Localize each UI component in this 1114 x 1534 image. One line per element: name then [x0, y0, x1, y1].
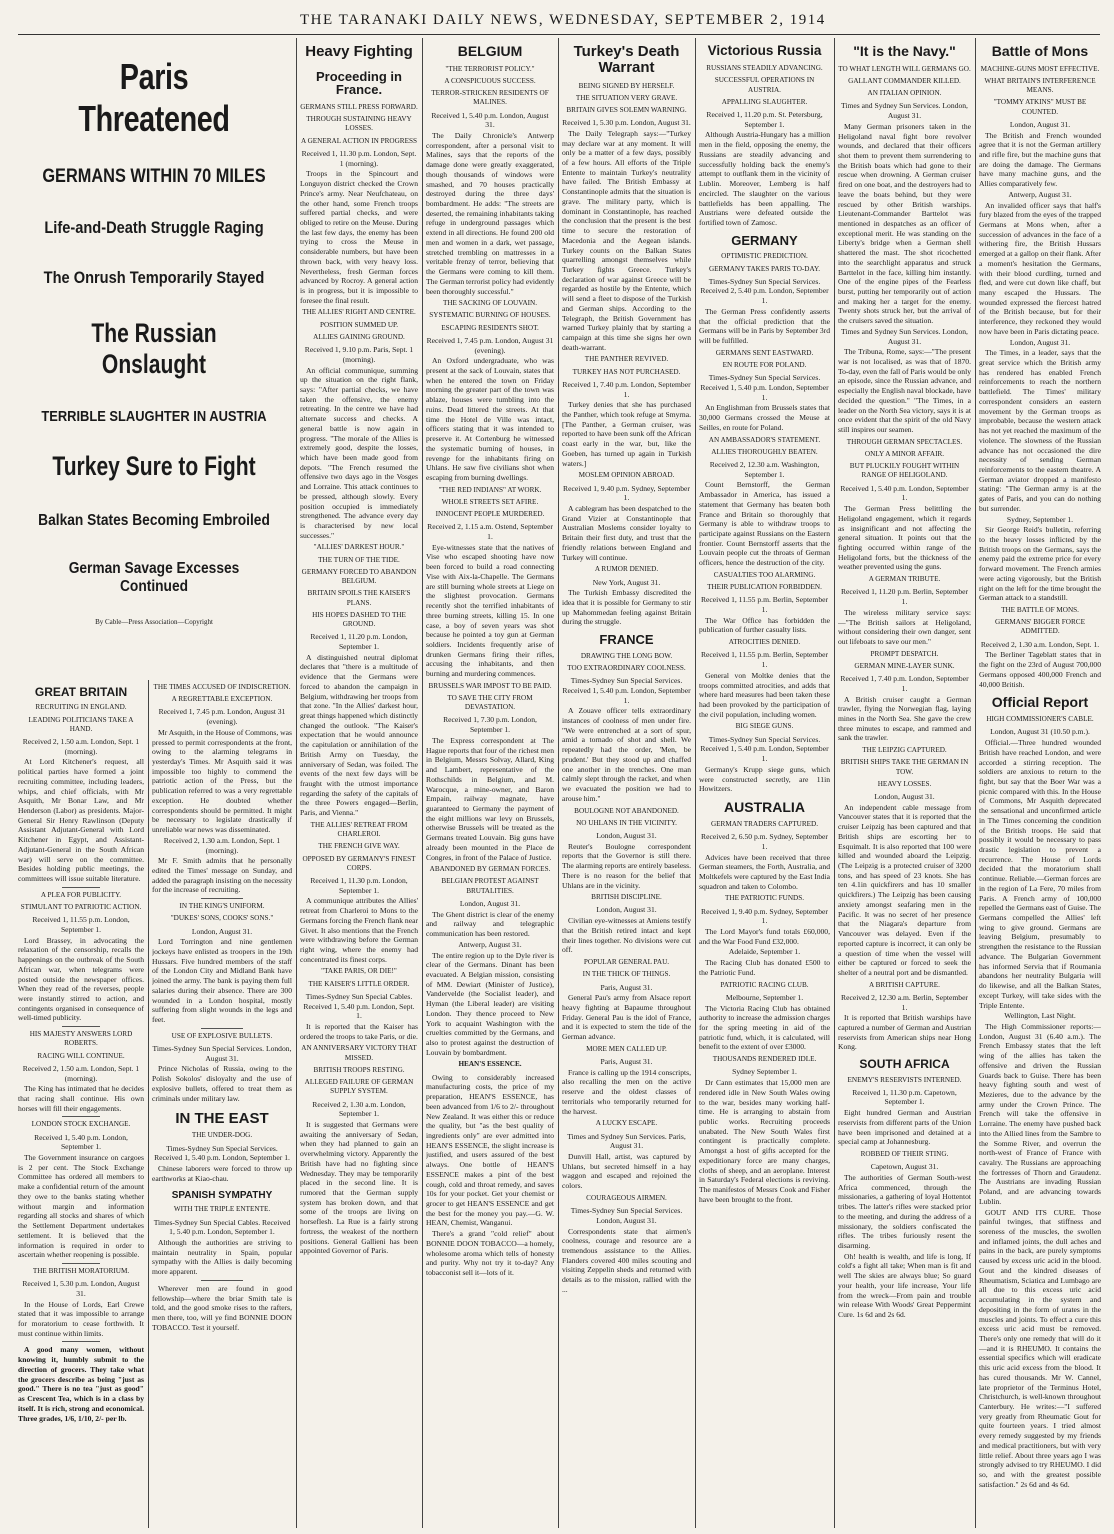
dateline: Received 1, 9.40 p.m. Sydney, September 1.: [701, 906, 828, 926]
dateline: London, August 31.: [596, 830, 657, 840]
subhead: APPALLING SLAUGHTER.: [721, 97, 808, 106]
article-text: In the House of Lords, Earl Crewe stated that it was impossible to arrange for moratorium to cease forthwith. It must continue within limits.: [18, 1299, 144, 1338]
subhead: GERMANS STILL PRESS FORWARD.: [300, 103, 418, 112]
article-text: Dunvill Hall, artist, was captured by Uhlans, but secreted himself in a hay waggon and escaped and rejoined the colors.: [562, 1152, 691, 1191]
subhead: OPTIMISTIC PREDICTION.: [721, 252, 808, 261]
dateline: New York, August 31.: [592, 577, 661, 587]
dateline: Received 1, 5.40 p.m. London, September 1.: [840, 483, 969, 503]
turkey-heading: Turkey's Death: [573, 43, 680, 60]
article-text: The wireless military service says:—"The British sailors at Heligoland, without considering their own danger, sent out lifeboats to save our men.": [838, 607, 971, 646]
dateline: London, August 31.: [874, 792, 935, 801]
subhead: A LUCKY ESCAPE.: [595, 1119, 658, 1128]
dateline: Times and Sydney Sun Services. London, August 31.: [841, 326, 968, 346]
subhead: USE OF EXPLOSIVE BULLETS.: [171, 1031, 273, 1040]
divider: [62, 887, 100, 888]
advertisement-heans-essence: Owing to considerably increased manufacturing costs, the price of my preparation, HEAN'S ESSENCE, has been advanced from 1/6 to 2/- throughout New Zealand. It was either this or reduce the quality, but "as the best quality of ingredients only" are ever admitted into HEAN'S ESSENCE, the slight increase is justified, and users assured of the best always. One bottle of HEAN'S ESSENCE makes a pint of the best cough, cold and throat remedy, and saves 10s for your pocket. Get your chemist or grocer to get HEAN'S ESSENCE and get the best for the money you pay.—G. W. HEAN, Chemist, Wanganui.: [426, 1072, 554, 1228]
great-britain-column: [18, 680, 144, 1528]
advertisement-bonnie-doon: There's a grand "cold relief" about BONNIE DOON TOBACCO—a homely, wholesome aroma which tells of honesty and purity. Why not try it to-day? Any tobacconist sell it—lots of it.: [426, 1229, 554, 1277]
subhead: A REGRETTABLE EXCEPTION.: [171, 695, 273, 704]
column-rule: [296, 38, 297, 1528]
subhead: RACING WILL CONTINUE.: [37, 1051, 125, 1060]
subhead: BRITAIN SPOILS THE KAISER'S PLANS.: [307, 589, 411, 607]
article-text: Civilian eye-witnesses at Amiens testify that the British retired intact and kept their lines together. No divisions were cut off.: [562, 916, 691, 955]
subhead: BOULOGNE NOT ABANDONED.: [574, 806, 679, 815]
subhead: MACHINE-GUNS MOST EFFECTIVE.: [980, 64, 1100, 73]
subhead: ALLEGED FAILURE OF GERMAN SUPPLY SYSTEM.: [304, 1078, 414, 1096]
article-text: Chinese laborers were forced to throw up earthworks at Kiao-chau.: [152, 1164, 292, 1183]
article-text: Dr Cann estimates that 15,000 men are rendered idle in New South Wales owing to the war, besides many working half-time. He is arranging to abstain from public works. Recruiting proceeds unabated. The New South Wales first contingent is practically complete. Amongst a host of gifts accepted for the expeditionary force are many charges, cloths of sheep, and an aeroplane. Interest in Saturday's Federal elections is reviving. The manifestos of Messrs Cook and Fisher have been brought to the front.: [699, 1078, 830, 1204]
advertisement-woods-peppermint: Oh! health is wealth, and life is long, If cold's a fight all take; When man is fit and well The skies are always blue; So guard your health, your life increase, Your life from the wreck—From pain and trouble win release With Woods' Great Peppermint Cure. 1s 6d and 2s 6d.: [838, 1251, 971, 1320]
subhead: ONLY A MINOR AFFAIR.: [864, 450, 945, 458]
subhead: THE BATTLE OF MONS.: [1001, 606, 1079, 614]
dateline: Received 1, 5.40 p.m. London, August 31.: [431, 110, 549, 130]
article-text: An invalided officer says that half's fury blazed from the eyes of the trapped Germans at Mons when, after a succession of advances in the face of a withering fire, the British Hussars emerged at a gallop on their flank. After a moment's hesitation the Germans, with their blood curdling, turned and fled, and were cut down like chaff, but many escaped the Hussars. The wounded expressed the fiercest hatred of the British because, but for their interference, they reckoned they would now have been in Paris dictating peace.: [979, 200, 1101, 336]
article-text: An Englishman from Brussels states that 30,000 Germans crossed the Meuse at Seilles, en route for Poland.: [699, 403, 830, 432]
dateline: Received 1, 9.40 p.m. Sydney, September 1.: [563, 483, 690, 503]
subhead: TERROR-STRICKEN RESIDENTS OF MALINES.: [431, 89, 549, 107]
dateline: Melbourne, September 1.: [725, 992, 804, 1002]
subhead: THE SACKING OF LOUVAIN.: [442, 299, 538, 308]
subhead: WHOLE STREETS SET AFIRE.: [441, 497, 539, 506]
divider: [201, 898, 243, 899]
dateline: Received 1, 7.45 p.m. London, August 31 (evening).: [158, 707, 286, 727]
subhead: GERMANY TAKES PARIS TO-DAY.: [708, 264, 821, 273]
article-text: A distinguished neutral diplomat declares that "there is a multitude of evidence that the Germans were forced to abandon the campaign in Belgium, withdrawing her troops from that zone. "In the Allies' darkest hour, great things happened which distinctly changed the outlook. "The Kaiser's expectation that he would announce the capitulation or annihilation of the British Army on Tuesday, the anniversary of Sedan, was foiled. The events of the next few days will be fraught with the utmost importance regarding the safety of the capitals of the three Powers engaged—Berlin, Paris, and Vienna.": [300, 652, 418, 818]
advertisement-bonnie-doon: Wherever men are found in good fellowship—where the briar Smith tale is told, and the good smoke rises to the rafters, men there, too, will ye find BONNIE DOON TOBACCO. Test it yourself.: [152, 1283, 292, 1332]
article-text: A British cruiser caught a German trawler, flying the Norwegian flag, laying mines in the North Sea. She gave the crew three minutes to escape, and rammed and sank the trawler.: [838, 694, 971, 743]
article-text: Mr F. Smith admits that he personally edited the Times' message on Sunday, and added the paragraph insisting on the necessity for the increase of recruiting.: [152, 856, 292, 895]
article-text: Mr Asquith, in the House of Commons, was pressed to permit correspondents at the front, owing to the alarming telegrams in yesterday's Times. Mr Asquith said it was impossible too highly to commend the patriotic action of the Press, but the publication referred to was a very regrettable exception. He doubted whether correspondents should be permitted. It might be necessary to legislate drastically if unreliable war news was disseminated.: [152, 727, 292, 835]
subhead: "THE RED INDIANS" AT WORK.: [438, 485, 542, 494]
article-text: The Tribuna, Rome, says:—"The present war is not localised, as was that of 1870. To-day, even the fall of Paris would be only an episode, since the Russian advance, and especially the English naval blockade, have decided the question." "The Times, in a leader on the North Sea victory, says it is at once evident that the spirit of the old Navy still inspires our seamen.: [838, 347, 971, 435]
subhead: HIGH COMMISSIONER'S CABLE.: [986, 715, 1094, 724]
article-text: The German Press confidently asserts that the official prediction that the Germans will be in Paris by September 3rd will be fulfilled.: [699, 306, 830, 346]
dateline: London, August 31.: [1009, 337, 1071, 347]
subhead: THOUSANDS RENDERED IDLE.: [712, 1055, 817, 1064]
article-text: The Government insurance on cargoes is 2 per cent. The Stock Exchange Committee has ordered all members to make a confidential return of the amount they owe to the banks stating whether without margin and information regarding all stocks and shares of which the Settlement Department undertakes settlement. It is believed that the information is required in order to ascertain whether reopening is possible.: [18, 1153, 144, 1260]
column-rule: [695, 38, 696, 1528]
official-report-heading: Official Report: [991, 694, 1089, 711]
dateline: Capetown, August 31.: [870, 1162, 939, 1172]
article-text: Correspondents state that airmen's coolness, courage and resource are a tremendous assistance to the Allies. Flanders covered 400 miles scouting and visiting Zeppelin sheds and returned with details as to the mission, rallied with the ...: [562, 1226, 691, 1294]
subhead: GERMANS' BIGGER FORCE ADMITTED.: [995, 618, 1085, 636]
article-text: Germany's Krupp siege guns, which were constructed secretly, are 11in Howitzers.: [699, 764, 830, 794]
subhead: TO WHAT LENGTH WILL GERMANS GO.: [838, 64, 971, 73]
subhead: A GERMAN TRIBUTE.: [868, 575, 941, 584]
article-text: Turkey denies that she has purchased the Panther, which took refuge at Smyrna. [The Panther, a German cruiser, was reported to have been sunk off the African coast early in the war, but, like the Goeben, has turned up again in Turkish waters.]: [562, 400, 691, 468]
masthead: THE TARANAKI DAILY NEWS, WEDNESDAY, SEPTEMBER 2, 1914: [300, 12, 826, 28]
article-text: The King has intimated that he decides that racing shall continue. His own horses will fill their engagements.: [18, 1084, 144, 1113]
article-text: The entire region up to the Dyle river is clear of the Germans. Dinant has been evacuated. A Belgian mission, consisting of MM. Dewiart (Minister of Justice), Vandervelde (the Socialist leader), and Hyman (the Liberal leader) are visiting London. They thence proceed to New York to acquaint Washington with the cruelties committed by the Germans, and also to protest against the destruction of Louvain by bombardment.: [426, 950, 554, 1057]
subhead: WHAT BRITAIN'S INTERFERENCE MEANS.: [984, 76, 1096, 95]
column-rule: [975, 38, 976, 1528]
dateline: Received 1, 11.30 p.m. London, Sept. 1 (morning).: [301, 148, 417, 168]
subhead: BRUSSELS WAR IMPOST TO BE PAID.: [428, 681, 552, 690]
subhead: AN ANNIVERSARY VICTORY THAT MISSED.: [301, 1044, 417, 1062]
dateline: Times and Sydney Sun Services. Paris, August 31.: [567, 1131, 686, 1151]
dateline: Received 1, 11.30 p.m. Capetown, September 1.: [852, 1087, 957, 1107]
article-text: It is reported that British warships have captured a number of German and Austrian reservists from American ships near Hong Kong.: [838, 1013, 971, 1052]
dateline: Received 1, 7.40 p.m. London, September 1.: [840, 674, 969, 693]
article-text: General von Moltke denies that the troops committed atrocities, and adds that where hard measures had been taken these had been provoked by the participation of the civil population, including women.: [699, 670, 830, 719]
article-text: It is reported that the Kaiser has ordered the troops to take Paris, or die.: [300, 1022, 418, 1041]
article-text: Advices have been received that three German steamers, the Forth, Australia, and Moltkefels were captured by the East India squadron and taken to Colombo.: [699, 852, 830, 891]
lead-deck-1: GERMANS WITHIN 70 MILES: [42, 166, 266, 187]
article-text: A communique attributes the Allies' retreat from Charleroi to Mons to the Germans forcing the French flank near Givet. It also mentions that the French were withdrawing before the German right wing, where the enemy had concentrated its finest corps.: [300, 896, 418, 964]
russia-column: [699, 38, 830, 1528]
subhead: THROUGH GERMAN SPECTACLES.: [846, 437, 963, 446]
subhead: BRITAIN GIVES SOLEMN WARNING.: [566, 105, 687, 114]
subhead: GERMANS SENT EASTWARD.: [715, 348, 814, 357]
subhead: COURAGEOUS AIRMEN.: [586, 1193, 667, 1202]
dateline: Received 1, 11.55 p.m. Berlin, September 1.: [700, 595, 829, 615]
subhead: AN AMBASSADOR'S STATEMENT.: [708, 435, 821, 444]
subhead: ALLIES GAINING GROUND.: [313, 332, 405, 341]
article-text: Official.—Three hundred wounded British have reached London, and were accorded a stirring reception. The soldiers are anxious to return to the fight, but say that the Boer War was a picnic compared with this. In the House of Commons, Mr Asquith deprecated the sensational and unconfirmed article in The Times concerning the condition of the British troops. He said that possibly it would be necessary to pass drastic legislation to prevent a recurrence. The House of Lords decided that the moratorium shall continue. Reliable.—German forces are in the region of La Fere, 70 miles from Paris. A French army of 100,000 repelled the Germans east of Guise. The Germans compelled the Allies' left wing to give ground. Germans are leaving Belgium, presumably to strengthen the resistance to the Russian advance. The Bulgarian Government has informed Servia that if Roumania abandons her neutrality Bulgaria will do likewise, and all the Balkan States, except Turkey, will take sides with the Triple Entente.: [979, 738, 1101, 1010]
lead-headline-block: [18, 50, 290, 630]
subhead: LEADING POLITICIANS TAKE A HAND.: [28, 715, 134, 733]
dateline: Times-Sydney Sun Special Services. Received 2, 5.40 p.m. London, September 1.: [700, 276, 829, 306]
heavy-fighting-heading: Heavy Fighting: [305, 43, 413, 60]
lead-deck-3: The Onrush Temporarily Stayed: [43, 268, 265, 287]
lead-credit: By Cable—Press Association—Copyright: [95, 618, 213, 626]
subhead: THE TURN OF THE TIDE.: [318, 555, 400, 564]
dateline: London, August 31.: [596, 905, 657, 915]
subhead: SUCCESSFUL OPERATIONS IN AUSTRIA.: [714, 76, 815, 94]
article-text: An Oxford undergraduate, who was present at the sack of Louvain, states that when he entered the town on Friday morning the greater part of the town was ablaze, houses were tumbling into the ruins. Dead littered the streets. At that time the Hotel de Ville was intact, officers stating that it was intended to preserve it. At Cortenburg he witnessed the systematic burning of houses, in revenge for the inhabitants firing on Uhlans. He saw five civilians shot when escaping from burning dwellings.: [426, 356, 554, 482]
dateline: Received 1, 5.30 p.m. London, August 31.: [562, 118, 691, 128]
subhead: TURKEY HAS NOT PURCHASED.: [572, 367, 681, 376]
dateline: Received 2, 1.30 a.m. London, September 1.: [312, 1099, 406, 1119]
subhead: A RUMOR DENIED.: [594, 565, 659, 574]
subhead: IN THE KING'S UNIFORM.: [179, 902, 265, 911]
subhead: BEING SIGNED BY HERSELF.: [578, 81, 675, 90]
dateline: Times-Sydney Sun Special Cables. Received 1, 5.40 p.m. London, September 1.: [153, 1217, 291, 1237]
article-text: Although Austria-Hungary has a million men in the field, opposing the enemy, the Russians are steadily advancing and successfully holding back the enemy's attempt to outflank them in the vicinity of Lublin. Moreover, Lemberg is half encircled. The slaughter on the various battlefields has been appalling. The Austrians were defeated outside the fortified town of Zamosc.: [699, 130, 830, 227]
subhead: TOO EXTRAORDINARY COOLNESS.: [567, 663, 686, 672]
article-text: Although the authorities are striving to maintain neutrality in Spain, popular sympathy with the Allies is daily becoming more apparent.: [152, 1237, 292, 1277]
article-text: A cablegram has been despatched to the Grand Vizier at Constantinople that Australian Moslems consider loyalty to Britain their first duty, and trust that the friendly relations between England and Turkey will continue.: [562, 503, 691, 562]
subhead: HEAVY LOSSES.: [877, 779, 932, 788]
subhead: "TAKE PARIS, OR DIE!": [321, 967, 397, 976]
dateline: Received 2, 1.30 a.m. London, Sept. 1.: [980, 639, 1100, 649]
subhead: DRAWING THE LONG BOW.: [580, 651, 673, 660]
article-text: The Daily Telegraph says:—"Turkey may declare war at any moment. It will only be a matter of a few days, possibly of a few hours. All efforts of the Triple Entente to maintain Turkey's neutrality have failed. The British Embassy at Constantinople admits that the situation is grave. The military party, which is dominant in Constantinople, has reached the conclusion that the present is the best time to secure the restoration of Macedonia and the Aegean islands. Turkey counts on the Balkan States quarrelling amongst themselves while Turkey fights Greece. Turkey's declaration of war against Greece will be regarded as hostile by the Entente, which will send a fleet to dispose of the Turkish and German ships. According to the Telegraph, the British Government has warned Turkey plainly that by starting a campaign at this time she signs her own death-warrant.: [562, 128, 691, 352]
dateline: Received 1, 7.30 p.m. London, September 1.: [443, 715, 537, 735]
dateline: Received 1, 7.40 p.m. London, September 1.: [562, 379, 691, 399]
dateline: Received 1, 5.30 p.m. London, August 31.: [22, 1279, 140, 1298]
subhead: GERMAN MINE-LAYER SUNK.: [854, 661, 955, 670]
dateline: Times-Sydney Sun Special Services. Received 1, 5.40 p.m. London, September 1.: [562, 676, 691, 705]
subhead: THE ALLIES' RETREAT FROM CHARLEROI.: [310, 820, 408, 839]
subhead: OPPOSED BY GERMANY'S FINEST CORPS.: [302, 854, 416, 872]
column-rule: [148, 680, 149, 1528]
subhead: BIG SIEGE GUNS.: [735, 722, 794, 731]
masthead-rule: [18, 34, 1100, 35]
divider: [201, 1280, 243, 1281]
subhead: SYSTEMATIC BURNING OF HOUSES.: [429, 311, 551, 320]
subhead: THE FRENCH GIVE WAY.: [318, 842, 400, 851]
subhead: ALLIES THOROUGHLY BEATEN.: [711, 447, 818, 456]
lead-deck-2: Life-and-Death Struggle Raging: [44, 218, 264, 237]
article-text: The War Office has forbidden the publication of further casualty lists.: [699, 615, 830, 635]
subhead: STIMULANT TO PATRIOTIC ACTION.: [20, 903, 142, 912]
lead-deck-7: Balkan States Becoming Embroiled: [38, 512, 270, 529]
subhead: A GENERAL ACTION IN PROGRESS: [301, 136, 417, 145]
article-text: Many German prisoners taken in the Heligoland naval fight bore revolver wounds, and declared that their officers shot them to prevent them surrendering to the British boats which had gone to their rescue when drowning. A German cruiser fired on one boat, and the destroyers had to leave the boats behind, but they were rescued by other British warships. Lieutenant-Commander Barttelot was mentioned in despatches as an officer of exceptional merit. He was standing on the Liberty's bridge when a German shell shattered the mast. The shot ricochetted into the searchlight apparatus and struck Barttelot in the face, killing him instantly. One of the engine pipes of the Fearless burst, putting her temporarily out of action and making her a target for the enemy. Twenty shots struck her, but the arrival of the cruisers saved the situation.: [838, 121, 971, 326]
dateline: Received 2, 12.30 a.m. Washington, September 1.: [709, 459, 820, 479]
subhead: "ALLIES' DARKEST HOUR.": [313, 543, 405, 552]
belgium-column: [426, 38, 554, 1528]
subhead: PROMPT DESPATCH.: [870, 649, 939, 658]
subhead: IN THE THICK OF THINGS.: [582, 970, 671, 979]
subhead: INNOCENT PEOPLE MURDERED.: [435, 510, 545, 519]
dateline: Received 2, 1.50 a.m. London, Sept. 1 (morning).: [22, 1063, 140, 1083]
subhead: A BRITISH CAPTURE.: [869, 980, 940, 989]
dateline: Wellington, Last Night.: [1004, 1011, 1076, 1021]
subhead: THE BRITISH MORATORIUM.: [32, 1266, 130, 1275]
article-text: The authorities of German South-west Africa commenced, through the missionaries, a gathering of loyal Hottentot tribes. The latter's rifles were stacked prior to the meeting, and during the address of a missionary, the soldiers confiscated the rifles. The tribes furiously resent the disarming.: [838, 1173, 971, 1251]
subhead: BRITISH DISCIPLINE.: [591, 893, 662, 902]
dateline: London, August 31.: [459, 898, 521, 908]
dateline: London, August 31.: [1009, 119, 1071, 129]
subhead: HIS MAJESTY ANSWERS LORD ROBERTS.: [29, 1030, 133, 1048]
subhead: "THE TERRORIST POLICY.": [445, 64, 535, 73]
article-text: Troops in the Spincourt and Longuyon district checked the Crown Prince's army. Near Neufchateau, on the other hand, some French troops suffered partial checks, and were obliged to retire on the Meuse. During the last few days, the enemy has been trying to cross the Meuse in considerable numbers, but have been thrown back, with very heavy loss. Nevertheless, fresh German forces advanced by Rocroy. A general action is in progress, but it is impossible to foresee the final result.: [300, 169, 418, 305]
subhead: WITH THE TRIPLE ENTENTE.: [173, 1205, 271, 1214]
subhead: BELGIAN PROTEST AGAINST BRUTALITIES.: [441, 877, 539, 895]
article-text: Reuter's Boulogne correspondent reports that the Governor is still there. The alarming reports are entirely baseless. There is no reason for the belief that Uhlans are in the vicinity.: [562, 841, 691, 890]
dateline: Times-Sydney Sun Special Services. London, August 31.: [570, 1206, 683, 1225]
subhead: GERMANY FORCED TO ABANDON BELGIUM.: [301, 567, 417, 586]
article-text: Eye-witnesses state that the natives of Vise who escaped shooting have now been forced to build a road connecting Vise with Aix-la-Chapelle. The Germans are still burning whole streets at Liege on the slightest provocation. Germans recently shot the terrified inhabitants of three burning streets, killing 15. In one case, a boy of seven years was shot because he pointed a toy gun at German soldiers. Incidents frequently arise of drunken Germans firing their rifles, accusing the inhabitants, and then burning and murdering commences.: [426, 542, 554, 679]
dateline: Received 1, 11.20 p.m. London, September 1.: [310, 632, 408, 651]
lead-deck-5: TERRIBLE SLAUGHTER IN AUSTRIA: [41, 408, 267, 425]
subhead: "TOMMY ATKINS" MUST BE COUNTED.: [993, 98, 1087, 116]
subhead: THE PATRIOTIC FUNDS.: [724, 894, 804, 903]
subhead: TO SAVE THE CITY FROM DEVASTATION.: [447, 694, 533, 712]
in-the-east-heading: IN THE EAST: [175, 1110, 269, 1128]
article-text: The Times, in a leader, says that the great service which the British army has rendered has enabled French reinforcements to reach the northern battlefield. The Times' military correspondent considers an eastern movement by the German troops as improbable, because the western attack has not yet reached the maximum of the violence. The slowness of the Russian advance has not occasioned the dire necessity of sending German reinforcements to the eastern theatre. A German aviator dropped a manifesto stating: "The German army is at the gates of Paris, and you can do nothing but surrender.: [979, 348, 1101, 513]
dateline: Times-Sydney Sun Special Services. Received 1, 5.40 p.m. London, September 1.: [154, 1143, 290, 1163]
article-text: The British and French wounded agree that it is not the German artillery and rifle fire, but the machine guns that are doing the damage. The Germans have many machine guns, and the Allies comparatively few.: [979, 130, 1101, 189]
article-text: The Lord Mayor's fund totals £60,000, and the War Food Fund £32,000.: [699, 927, 830, 946]
subhead: A PLEA FOR PUBLICITY.: [40, 890, 122, 899]
subhead: A CONSPICUOUS SUCCESS.: [444, 76, 536, 85]
subhead: CASUALTIES TOO ALARMING.: [713, 570, 816, 579]
battle-of-mons-heading: Battle of Mons: [991, 43, 1089, 59]
advertisement-rheumo: GOUT AND ITS CURE. Those painful twinges, that stiffness and soreness of the muscles, the swollen and inflamed joints, the dull aches and pains in the back, are purely symptoms caused by excess uric acid in the blood. Gout and the kindred diseases of Rheumatism, Sciatica and Lumbago are all due to this excess uric acid accumulating in the system and depositing in the form of urates in the muscles and joints. To effect a cure this excess uric acid must be removed. There's only one remedy that will do it—and it is RHEUMO. It contains the essential specifics which will eradicate this uric acid excess from the blood. It has cured thousands. Mr W. Cannel, late proprietor of the Terminus Hotel, Christchurch, is well-known throughout Canterbury. He writes:—"I suffered very greatly from Rheumatic Gout for quite fourteen years. I tried almost every remedy suggested by my friends and medical practitioners, but with very little relief. About three years ago I was strongly advised to try RHEUMO. I did so, and with the greatest possible satisfaction." 2s 6d and 4s 6d.: [979, 1207, 1101, 1489]
mons-column: [979, 38, 1101, 1528]
subhead: MOSLEM OPINION ABROAD.: [578, 471, 675, 480]
lead-title: Paris Threatened: [78, 56, 230, 139]
dateline: London, August 31.: [191, 926, 253, 936]
subhead: POPULAR GENERAL PAU.: [583, 958, 670, 967]
subhead: BUT PLUCKILY FOUGHT WITHIN RANGE OF HELIGOLAND.: [849, 462, 960, 480]
subhead: NO UHLANS IN THE VICINITY.: [576, 818, 677, 827]
dateline: London, August 31 (10.50 p.m.).: [990, 727, 1090, 737]
article-text: The Express correspondent at The Hague reports that four of the richest men in Belgium, Messrs Solvay, Allard, King and Lambert, representative of the Rothschilds in Belgium, and M. Warocque, a mine-owner, and Baron Empain, railway magnate, have guaranteed to Germany the payment of the eight millions war levy on Brussels, otherwise Brussels will be treated as the Germans treated Louvain. Big guns have already been mounted in the Place de Congres, in front of the Palace of Justice.: [426, 735, 554, 862]
subhead: BRITISH SHIPS TAKE THE GERMAN IN TOW.: [840, 758, 969, 776]
dateline: Received 1, 11.20 p.m. Berlin, September 1.: [840, 587, 969, 607]
subhead: THE PANTHER REVIVED.: [584, 355, 669, 364]
article-text: The Daily Chronicle's Antwerp correspondent, after a personal visit to Malines, says that the reports of the damage done were greatly exaggerated, though thousands of windows were smashed, and 70 houses practically destroyed during the three days' bombardment. He adds: "The streets are deserted, the remaining inhabitants taking refuge in underground passages which extend in all directions. He found 200 old men and women in a dark, wet passage, stretched trembling on mattresses in a veritable frenzy of terror, believing that the Germans were coming to kill them. The German terrorist policy had evidently been thoroughly successful.": [426, 131, 554, 296]
dateline: Received 2, 1.15 a.m. Ostend, September 1.: [427, 522, 553, 542]
subhead: ROBBED OF THEIR STING.: [860, 1150, 949, 1159]
victorious-russia-heading: Victorious Russia: [707, 43, 822, 58]
article-text: At Lord Kitchener's request, all political parties have formed a joint recruiting committee, including leaders, whips, and chief officials, with Mr Asquith, Mr Bonar Law, and Mr Henderson (Labor) as presidents. Major-General Sir Henry Rawlinson (Deputy Assistant Adjutant-General with Lord Kitchener in Egypt, and Assistant-Adjutant-General in the South African war) will serve on the committee. Besides holding public meetings, the committees will issue suitable literature.: [18, 757, 144, 884]
divider: [62, 1341, 100, 1342]
dateline: Received 1, 11.55 p.m. Berlin, September 1.: [700, 650, 829, 670]
france-heading: FRANCE: [599, 632, 654, 648]
dateline: Paris, August 31.: [600, 1057, 653, 1067]
great-britain-heading: GREAT BRITAIN: [34, 685, 128, 699]
dateline: Antwerp, August 31.: [1008, 189, 1072, 199]
article-text: France is calling up the 1914 conscripts, also recalling the men on the active reserve and the oldest classes of territorials who temporarily returned for the harvest.: [562, 1067, 691, 1116]
subhead: THE KAISER'S LITTLE ORDER.: [308, 979, 410, 988]
subhead: THEIR PUBLICATION FORBIDDEN.: [707, 583, 822, 592]
column-rule: [834, 38, 835, 1528]
article-text: The Turkish Embassy discredited the idea that it is possible for Germany to stir up Mahommedan feeling against Britain during the struggle.: [562, 588, 691, 627]
dateline: Sydney September 1.: [732, 1067, 797, 1077]
divider: [62, 1116, 100, 1117]
dateline: Received 1, 5.40 p.m. London, September 1.: [34, 1132, 128, 1152]
subhead: BRITISH TROOPS RESTING.: [313, 1065, 405, 1074]
dateline: Times and Sydney Sun Services. London, August 31.: [841, 101, 968, 121]
subhead: "DUKES' SONS, COOKS' SONS.": [170, 914, 274, 923]
subhead: PATRIOTIC RACING CLUB.: [720, 980, 809, 989]
subhead: HIS HOPES DASHED TO THE GROUND.: [312, 610, 406, 628]
article-text: The Ghent district is clear of the enemy and railway and telegraphic communication has been restored.: [426, 909, 554, 939]
column-rule: [422, 38, 423, 1528]
subhead: ESCAPING RESIDENTS SHOT.: [441, 323, 539, 332]
turkey-column: [562, 38, 691, 1528]
times-column: [152, 680, 292, 1528]
dateline: Received 2, 1.50 a.m. London, Sept. 1 (morning).: [22, 737, 140, 756]
subhead: THE ALLIES' RIGHT AND CENTRE.: [302, 308, 416, 317]
divider: [62, 1263, 100, 1264]
subhead: GERMAN TRADERS CAPTURED.: [710, 819, 819, 828]
subhead: THE UNDER-DOG.: [191, 1131, 253, 1140]
dateline: Antwerp, August 31.: [458, 939, 522, 949]
heavy-fighting-subheading: Proceeding in France.: [316, 68, 402, 98]
article-text: A Zouave officer tells extraordinary instances of coolness of men under fire. "We were entrenched at a sort of spur, amid a tornado of shot and shell. We repeatedly had the order, 'Men, be prudent.' But they stood up and chaffed one another in the trenches. One man calmly slept through the racket, and when we evacuated the position we had to arouse him.": [562, 706, 691, 803]
column-rule: [558, 38, 559, 1528]
subhead: LONDON STOCK EXCHANGE.: [31, 1120, 131, 1129]
article-text: An official communique, summing up the situation on the right flank, says: "After partial checks, we have taken the offensive, the enemy retreating. In the centre we have had alternate success and checks. A general battle is now again in progress. "The morale of the Allies is extremely good, despite the losses, which have been made good from depots. "The French resumed the offensive two days ago in the Vosges and Lorraine. This attack continues to be pressed, although slowly. Every position occupied is immediately strengthened. The advance every day is characterised by new local successes.": [300, 365, 418, 540]
article-text: General Pau's army from Alsace report heavy fighting at Bapaume throughout Friday. General Pau is the idol of France, and it is expected to stem the tide of the German advance.: [562, 993, 691, 1042]
article-text: The Berliner Tageblatt states that in the fight on the 23rd of August 700,000 Germans opposed 400,000 French and 40,000 British.: [979, 650, 1101, 689]
advertisement-heading: HEAN'S ESSENCE.: [458, 1060, 522, 1069]
dateline: Received 2, 1.30 a.m. London, Sept. 1 (morning).: [163, 835, 281, 855]
subhead: THE LEIPZIG CAPTURED.: [862, 746, 947, 755]
heavy-fighting-column: [300, 38, 418, 1528]
article-text: The High Commissioner reports:—London, August 31 (6.40 a.m.). The French Embassy states that the left wing of the allies has taken the offensive and driven the Russian Guards back to Guise. There has been heavy fighting south and west of Mezieres, due to the advance by the army under the Crown Prince. The French will take the offensive in Lorraine. The enemy have pushed back into the Allied lines from the Sambre to the Somme River, and overrun the north-west of France of France with cavalry. The Russians are approaching the fortresses of Thorn and Graudenz. The Austrians are invading Russian Poland, and are advancing towards Lublin.: [979, 1021, 1101, 1206]
dateline: Times-Sydney Sun Special Services. London, August 31.: [152, 1043, 292, 1063]
subhead: RUSSIANS STEADILY ADVANCING.: [706, 64, 823, 73]
divider: [201, 1028, 243, 1029]
lead-deck-4: The Russian Onslaught: [91, 318, 217, 379]
australia-heading: AUSTRALIA: [724, 798, 805, 815]
dateline: Times-Sydney Sun Special Services. Received 1, 5.40 p.m. London, September 1.: [700, 373, 829, 402]
navy-column: [838, 38, 971, 1528]
dateline: Received 2, 12.30 a.m. Berlin, September 1.: [841, 992, 968, 1012]
subhead: THE TIMES ACCUSED OF INDISCRETION.: [153, 683, 291, 691]
dateline: Received 1, 9.10 p.m. Paris, Sept. 1 (morning).: [304, 345, 414, 364]
subhead: THE SITUATION VERY GRAVE.: [575, 93, 678, 102]
subhead: AN ITALIAN OPINION.: [867, 89, 942, 98]
article-text: Eight hundred German and Austrian reservists from different parts of the Union have been imprisoned and detained at a special camp at Johannesburg.: [838, 1108, 971, 1147]
subhead: EN ROUTE FOR POLAND.: [722, 360, 807, 369]
article-text: Lord Torrington and nine gentlemen jockeys have enlisted as troopers in the 19th Hussars. Five hundred members of the staff of the London City and Midland Bank have joined the army. The bank is paying them full salaries during their absence. There are 300 wounded in a London hospital, mostly suffering from slight wounds in the legs and feet.: [152, 937, 292, 1024]
lead-deck-6: Turkey Sure to Fight: [52, 451, 256, 481]
subhead: POSITION SUMMED UP.: [319, 320, 399, 329]
subhead: RECRUITING IN ENGLAND.: [35, 703, 127, 712]
subhead: ATROCITIES DENIED.: [728, 638, 801, 647]
navy-heading: "It is the Navy.": [853, 43, 956, 59]
subhead: MORE MEN CALLED UP.: [586, 1044, 667, 1053]
dateline: Times-Sydney Sun Special Cables. Received 1, 5.40 p.m. London, Sept. 1.: [303, 991, 415, 1021]
subhead: THROUGH SUSTAINING HEAVY LOSSES.: [306, 115, 412, 133]
subhead: ABANDONED BY GERMAN FORCES.: [429, 865, 551, 874]
article-text: The German Press belittling the Heligoland engagement, which it regards as insignificant and not affecting the general situation. It points out that the fighting occurred within range of the Heligoland forts, but the thickness of the weather prevented using the guns.: [838, 504, 971, 572]
dateline: Received 1, 7.45 p.m. London, August 31 (evening).: [426, 335, 554, 355]
belgium-heading: BELGIUM: [457, 43, 523, 59]
dateline: Times-Sydney Sun Special Services. Received 1, 5.40 p.m. London, September 1.: [700, 734, 829, 764]
dateline: Received 1, 11.20 p.m. St. Petersburg, September 1.: [706, 110, 823, 129]
dateline: Sydney, September 1.: [1006, 514, 1074, 524]
article-text: An independent cable message from Vancouver states that it is reported that the cruiser Leipzig has been captured and that British ships are escorting her to Esquimalt. It is also reported that 100 were killed and wounded aboard the Leipzig. (The Leipzig is a protected cruiser of 3200 tons, and has speed of 23 knots. She has ten 4.1in quickfirers and has 10 smaller quickfirers.) The Leipzig has been causing anxiety amongst seafaring men in the Pacific. It was no secret of her presence that the Niagara's departure from Vancouver was delayed. Even if the reported capture is incorrect, it can only be a question of time when the vessel will either be captured or forced to seek the shelter of a neutral port and be dismantled.: [838, 802, 971, 977]
south-africa-heading: SOUTH AFRICA: [859, 1057, 950, 1072]
dateline: Received 1, 11.30 p.m. London, September 1.: [310, 875, 408, 895]
dateline: Received 2, 6.50 p.m. Sydney, September 1.: [701, 832, 828, 851]
advertisement-crescent-tea: A good many women, without knowing it, humbly submit to the direction of grocers. They take what the grocers describe as being "just as good." There is no tea "just as good" as Crescent Tea, which is in a class by itself. It is rich, strong and economical. Three grades, 1/6, 1/10, 2/- per lb.: [18, 1345, 144, 1423]
article-text: It is suggested that Germans were awaiting the anniversary of Sedan, when they had planned to gain an overwhelming victory. Apparently the British have had no fighting since Wednesday. They may be temporarily placed in the second line. It is rumored that the German supply system has broken down, and that some of the troops are living on horseflesh. La Rue is a fairly strong fortress, the weakest of the northern positions. General Gallieni has been appointed Governor of Paris.: [300, 1119, 418, 1256]
article-text: The Victoria Racing Club has obtained authority to increase the admission charges for the spring meeting in aid of the patriotic fund, which, it is calculated, will benefit to the extent of over £3000.: [699, 1003, 830, 1052]
turkey-heading-line2: Warrant: [598, 58, 655, 76]
lead-deck-8: German Savage Excesses Continued: [68, 560, 240, 595]
article-text: Prince Nicholas of Russia, owing to the Polish Sokolos' disloyalty and the use of explosive bullets, offered to treat them as criminals under military law.: [152, 1064, 292, 1103]
subhead: GALLANT COMMANDER KILLED.: [848, 76, 961, 85]
divider: [62, 1026, 100, 1027]
article-text: Sir George Reid's bulletin, referring to the heavy losses inflicted by the British troops on the Germans, says the enemy paid the extreme price for every forward movement. The French armies were acting vigorously, but the British right on the left for the time brought the German attack to a standstill.: [979, 525, 1101, 603]
germany-heading: GERMANY: [731, 232, 798, 248]
spanish-sympathy-heading: SPANISH SYMPATHY: [171, 1189, 273, 1201]
subhead: ENEMY'S RESERVISTS INTERNED.: [847, 1075, 962, 1084]
article-text: Lord Brassey, in advocating the relaxation of the censorship, recalls the happenings on the outbreak of the South African war, when telegrams were posted outside the newspaper offices. When they read of the reverses, people were instantly stirred to action, and contingents organised in consequence of well-timed publicity.: [18, 935, 144, 1023]
article-text: Count Bernstorff, the German Ambassador in America, has issued a statement that Germany has beaten both France and Britain so thoroughly that Germany is able to withdraw troops to participate against Russians on the Eastern frontier. Count Bernstorff asserts that the Louvain people cut the throats of German officers, hence the destruction of the city.: [699, 480, 830, 568]
dateline: Paris, August 31.: [600, 982, 653, 992]
article-text: The Racing Club has donated £500 to the Patriotic Fund.: [699, 958, 830, 977]
dateline: Received 1, 11.55 p.m. London, September 1.: [32, 915, 130, 934]
dateline: Adelaide, September 1.: [728, 947, 801, 957]
